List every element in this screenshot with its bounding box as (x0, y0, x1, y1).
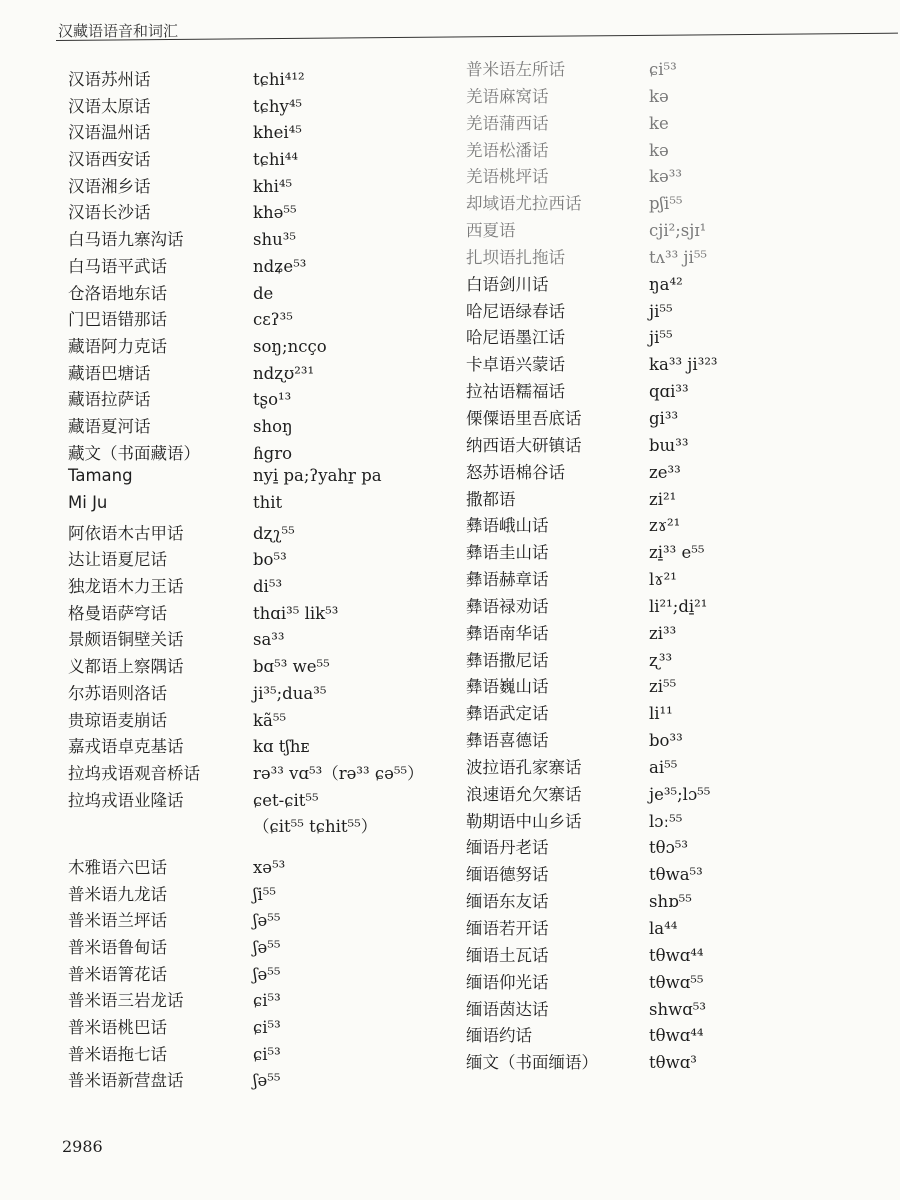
table-row (68, 440, 458, 467)
phonetic-form: tθwɑ⁵⁵ (649, 972, 704, 992)
language-name: 义都语上察隅话 (68, 657, 184, 677)
language-name: 缅语茵达话 (466, 999, 549, 1019)
phonetic-form: qɑi³³ (649, 382, 689, 402)
table-row (68, 66, 458, 93)
left-column (68, 66, 458, 1094)
language-name: 普米语三岩龙话 (68, 991, 184, 1011)
table-row (466, 405, 886, 432)
table-row (466, 512, 886, 539)
language-name: 阿依语木古甲话 (68, 523, 184, 543)
language-name: 藏语巴塘话 (68, 363, 151, 383)
table-row (466, 915, 886, 942)
phonetic-form: ɕet-ɕit⁵⁵ (253, 790, 319, 810)
table-row (466, 834, 886, 861)
table-row (466, 593, 886, 620)
phonetic-form: zi̱³³ e⁵⁵ (649, 543, 705, 563)
table-row (68, 253, 458, 280)
table-row (466, 351, 886, 378)
table-row (68, 787, 458, 814)
table-row (68, 413, 458, 440)
language-name: 普米语左所话 (466, 60, 565, 79)
table-row (68, 333, 458, 360)
language-name: 却域语尤拉西话 (466, 194, 582, 214)
table-row (466, 969, 886, 996)
language-name: 彝语峨山话 (466, 516, 549, 536)
phonetic-form: ʃə⁵⁵ (253, 911, 281, 931)
phonetic-form: ai⁵⁵ (649, 757, 678, 777)
language-name: 贵琼语麦崩话 (68, 710, 167, 730)
phonetic-form: bo⁵³ (253, 550, 287, 570)
language-name: 缅语德努话 (466, 865, 549, 885)
language-name: 藏语拉萨话 (68, 390, 151, 410)
phonetic-form: khei⁴⁵ (253, 123, 302, 143)
table-row (68, 146, 458, 173)
language-name: 普米语鲁甸话 (68, 938, 167, 957)
table-row (68, 854, 458, 881)
language-name: 普米语桃巴话 (68, 1018, 167, 1038)
table-row (68, 813, 458, 840)
phonetic-form: ji⁵⁵ (649, 301, 673, 321)
table-row (466, 486, 886, 513)
phonetic-form: ze³³ (649, 462, 681, 482)
phonetic-form: sa³³ (253, 630, 285, 650)
phonetic-form: cɛʔ³⁵ (253, 310, 293, 330)
table-row (466, 190, 886, 217)
table-row (466, 620, 886, 647)
language-name: 撒都语 (466, 489, 516, 509)
language-name: 缅语仰光话 (466, 972, 549, 992)
phonetic-form: thit (253, 493, 283, 512)
language-name: 傈僳语里吾底话 (466, 408, 582, 428)
table-row (466, 459, 886, 486)
table-row (466, 861, 886, 888)
language-name: 缅语东友话 (466, 892, 549, 912)
phonetic-form: ʃi⁵⁵ (253, 884, 276, 904)
language-name: 拉祜语糯福话 (466, 382, 565, 402)
table-row (68, 907, 458, 934)
phonetic-form: ʃə⁵⁵ (253, 938, 281, 957)
language-name: 哈尼语绿春话 (466, 301, 565, 321)
phonetic-form: kə³³ (649, 167, 682, 187)
phonetic-form: ka³³ ji³²³ (649, 355, 718, 375)
table-row (68, 961, 458, 988)
table-row (466, 432, 886, 459)
phonetic-form: ji³⁵;dua³⁵ (253, 683, 327, 703)
table-row (466, 727, 886, 754)
language-name: 汉语太原话 (68, 96, 151, 116)
language-name: 仓洛语地东话 (68, 283, 167, 303)
language-name: Tamang (68, 466, 133, 486)
table-row (68, 280, 458, 307)
table-row (466, 1022, 886, 1049)
language-name: 彝语撒尼话 (466, 650, 549, 670)
language-name: 彝语圭山话 (466, 543, 549, 563)
language-name: 拉坞戎语观音桥话 (68, 763, 200, 783)
table-row (68, 520, 458, 547)
phonetic-form: shu³⁵ (253, 230, 296, 250)
table-row (68, 199, 458, 226)
phonetic-form: je³⁵;lɔ⁵⁵ (649, 784, 711, 804)
language-name: 彝语武定话 (466, 704, 549, 724)
language-name: 彝语喜德话 (466, 731, 549, 751)
language-name: 汉语苏州话 (68, 70, 151, 89)
phonetic-form: ɕi⁵³ (253, 1044, 281, 1064)
phonetic-form: dʐʅ⁵⁵ (253, 523, 295, 543)
language-name: 藏语夏河话 (68, 416, 151, 436)
phonetic-form: ɕi⁵³ (649, 60, 677, 79)
phonetic-form: bɑ⁵³ we⁵⁵ (253, 657, 330, 677)
table-row (466, 217, 886, 244)
phonetic-form: tθɔ⁵³ (649, 838, 689, 858)
phonetic-form: tθwɑ⁴⁴ (649, 945, 704, 965)
row-spacer (68, 840, 458, 854)
table-row (68, 306, 458, 333)
table-row (466, 888, 886, 915)
language-name: 独龙语木力王话 (68, 577, 184, 597)
phonetic-form: lɤ²¹ (649, 570, 677, 590)
phonetic-form: ndʐʊ²³¹ (253, 363, 315, 383)
language-name: 普米语新营盘话 (68, 1071, 184, 1091)
phonetic-form: tɕhi⁴⁴ (253, 150, 299, 170)
phonetic-form: zi²¹ (649, 489, 677, 509)
language-name: 扎坝语扎拖话 (466, 247, 565, 267)
language-name: 拉坞戎语业隆话 (68, 790, 184, 810)
table-row (466, 781, 886, 808)
language-name: 勒期语中山乡话 (466, 811, 582, 831)
phonetic-form: bɯ³³ (649, 435, 689, 455)
language-name: 白马语平武话 (68, 256, 167, 276)
phonetic-form: xə⁵³ (253, 857, 286, 877)
page-number: 2986 (62, 1137, 103, 1156)
table-row (466, 647, 886, 674)
language-name: 彝语禄劝话 (466, 596, 549, 616)
table-row (68, 733, 458, 760)
phonetic-form: ji⁵⁵ (649, 328, 673, 348)
language-name: 羌语蒲西话 (466, 113, 549, 133)
phonetic-form: kə (649, 86, 669, 106)
phonetic-form: cji²;sjɪ¹ (649, 221, 707, 241)
header-rule (56, 33, 898, 41)
phonetic-form: ke (649, 113, 669, 133)
language-name: 羌语麻窝话 (466, 86, 549, 106)
language-name: 门巴语错那话 (68, 310, 167, 330)
language-name: 普米语兰坪话 (68, 911, 167, 931)
table-row (68, 360, 458, 387)
language-name: 彝语巍山话 (466, 677, 549, 697)
language-name: 藏文（书面藏语） (68, 443, 200, 463)
phonetic-form: zɤ²¹ (649, 516, 681, 536)
language-name: 波拉语孔家寨话 (466, 757, 582, 777)
language-name: 汉语湘乡话 (68, 176, 151, 196)
phonetic-form: zi³³ (649, 623, 677, 643)
phonetic-form: gi³³ (649, 408, 679, 428)
table-row (68, 987, 458, 1014)
language-name: 缅语土瓦话 (466, 945, 549, 965)
language-name: 藏语阿力克话 (68, 336, 167, 356)
phonetic-form: khə⁵⁵ (253, 203, 297, 223)
table-row (68, 626, 458, 653)
table-row (68, 881, 458, 908)
phonetic-form: la⁴⁴ (649, 919, 678, 938)
phonetic-form: bo³³ (649, 731, 683, 751)
table-row (466, 673, 886, 700)
table-row (68, 1067, 458, 1094)
table-row (68, 493, 458, 520)
language-name: 汉语西安话 (68, 150, 151, 170)
table-row (68, 466, 458, 493)
language-name: 缅语约话 (466, 1026, 532, 1046)
phonetic-form: nyi̱ pa;ʔyahṟ pa (253, 466, 382, 486)
phonetic-form: tθwɑ⁴⁴ (649, 1026, 704, 1046)
language-name: 景颇语铜壁关话 (68, 630, 184, 650)
phonetic-form: pʃi⁵⁵ (649, 194, 683, 214)
language-name: 达让语夏尼话 (68, 550, 167, 570)
phonetic-form: kɑ tʃhᴇ (253, 737, 310, 757)
language-name: 浪速语允欠寨话 (466, 784, 582, 804)
language-name: 普米语九龙话 (68, 884, 167, 904)
phonetic-form: ɦgro (253, 443, 293, 463)
table-row (68, 600, 458, 627)
table-row (68, 226, 458, 253)
language-name: 白语剑川话 (466, 274, 549, 294)
language-name: 白马语九寨沟话 (68, 230, 184, 250)
phonetic-form: thɑi³⁵ lik⁵³ (253, 603, 339, 623)
phonetic-form: （ɕit⁵⁵ tɕhit⁵⁵） (253, 817, 378, 837)
table-row (466, 110, 886, 137)
phonetic-form: ʃə⁵⁵ (253, 1071, 281, 1091)
phonetic-form: zi⁵⁵ (649, 677, 677, 697)
language-name: 彝语赫章话 (466, 570, 549, 590)
phonetic-form: ʐ³³ (649, 650, 673, 670)
table-row (466, 700, 886, 727)
phonetic-form: shwɑ⁵³ (649, 999, 707, 1019)
table-row (68, 1014, 458, 1041)
phonetic-form: rə³³ vɑ⁵³（rə³³ ɕə⁵⁵） (253, 763, 424, 783)
language-name: 嘉戎语卓克基话 (68, 737, 184, 757)
language-name: Mi Ju (68, 493, 108, 512)
table-row (466, 808, 886, 835)
language-name: 普米语拖七话 (68, 1044, 167, 1064)
running-header: 汉藏语语音和词汇 (58, 22, 179, 40)
phonetic-form: tɕhy⁴⁵ (253, 96, 303, 116)
table-row (68, 760, 458, 787)
table-row (466, 271, 886, 298)
phonetic-form: tθwɑ³ (649, 1053, 697, 1073)
phonetic-form: ɕi⁵³ (253, 991, 281, 1011)
table-row (466, 56, 886, 83)
table-row (466, 1049, 886, 1076)
table-row (466, 566, 886, 593)
language-name: 缅语丹老话 (466, 838, 549, 858)
language-name: 西夏语 (466, 221, 516, 241)
language-name: 普米语箐花话 (68, 964, 167, 984)
table-row (466, 163, 886, 190)
table-row (68, 1041, 458, 1068)
phonetic-form: ndʑe⁵³ (253, 256, 307, 276)
table-row (68, 173, 458, 200)
phonetic-form: de (253, 283, 274, 303)
phonetic-form: li¹¹ (649, 704, 673, 724)
phonetic-form: di⁵³ (253, 577, 283, 597)
phonetic-form: tɕhi⁴¹² (253, 70, 305, 89)
phonetic-form: tʂo¹³ (253, 390, 292, 410)
phonetic-form: lɔː⁵⁵ (649, 811, 683, 831)
table-row (68, 707, 458, 734)
language-name: 怒苏语棉谷话 (466, 462, 565, 482)
table-row (466, 754, 886, 781)
table-row (466, 378, 886, 405)
table-row (466, 324, 886, 351)
table-row (68, 119, 458, 146)
phonetic-form: kə (649, 140, 669, 160)
language-name: 卡卓语兴蒙话 (466, 355, 565, 375)
language-name: 木雅语六巴话 (68, 857, 167, 877)
table-row (466, 137, 886, 164)
right-column (466, 56, 886, 1076)
table-row (466, 83, 886, 110)
language-name: 哈尼语墨江话 (466, 328, 565, 348)
language-name: 纳西语大研镇话 (466, 435, 582, 455)
table-row (466, 942, 886, 969)
table-row (466, 244, 886, 271)
language-name: 尔苏语则洛话 (68, 683, 167, 703)
phonetic-form: khi⁴⁵ (253, 176, 293, 196)
language-name: 羌语松潘话 (466, 140, 549, 160)
table-row (68, 934, 458, 961)
language-name: 彝语南华话 (466, 623, 549, 643)
language-name: 缅语若开话 (466, 919, 549, 938)
phonetic-form: soŋ;ncço (253, 336, 327, 356)
table-row (68, 93, 458, 120)
phonetic-form: ɕi⁵³ (253, 1018, 281, 1038)
phonetic-form: shɒ⁵⁵ (649, 892, 692, 912)
table-row (68, 546, 458, 573)
language-name: 汉语长沙话 (68, 203, 151, 223)
language-name: 羌语桃坪话 (466, 167, 549, 187)
language-name: 缅文（书面缅语） (466, 1053, 598, 1073)
table-row (466, 298, 886, 325)
language-name: 汉语温州话 (68, 123, 151, 143)
phonetic-form: tθwa⁵³ (649, 865, 703, 885)
table-row (68, 653, 458, 680)
table-row (68, 573, 458, 600)
phonetic-form: shoŋ (253, 416, 293, 436)
language-name: 格曼语萨穹话 (68, 603, 167, 623)
phonetic-form: li²¹;di̱²¹ (649, 596, 708, 616)
table-row (466, 539, 886, 566)
phonetic-form: tʌ³³ ji⁵⁵ (649, 247, 708, 267)
phonetic-form: ŋa⁴² (649, 274, 683, 294)
phonetic-form: kã⁵⁵ (253, 710, 287, 730)
table-row (68, 386, 458, 413)
phonetic-form: ʃə⁵⁵ (253, 964, 281, 984)
table-row (68, 680, 458, 707)
table-row (466, 996, 886, 1023)
